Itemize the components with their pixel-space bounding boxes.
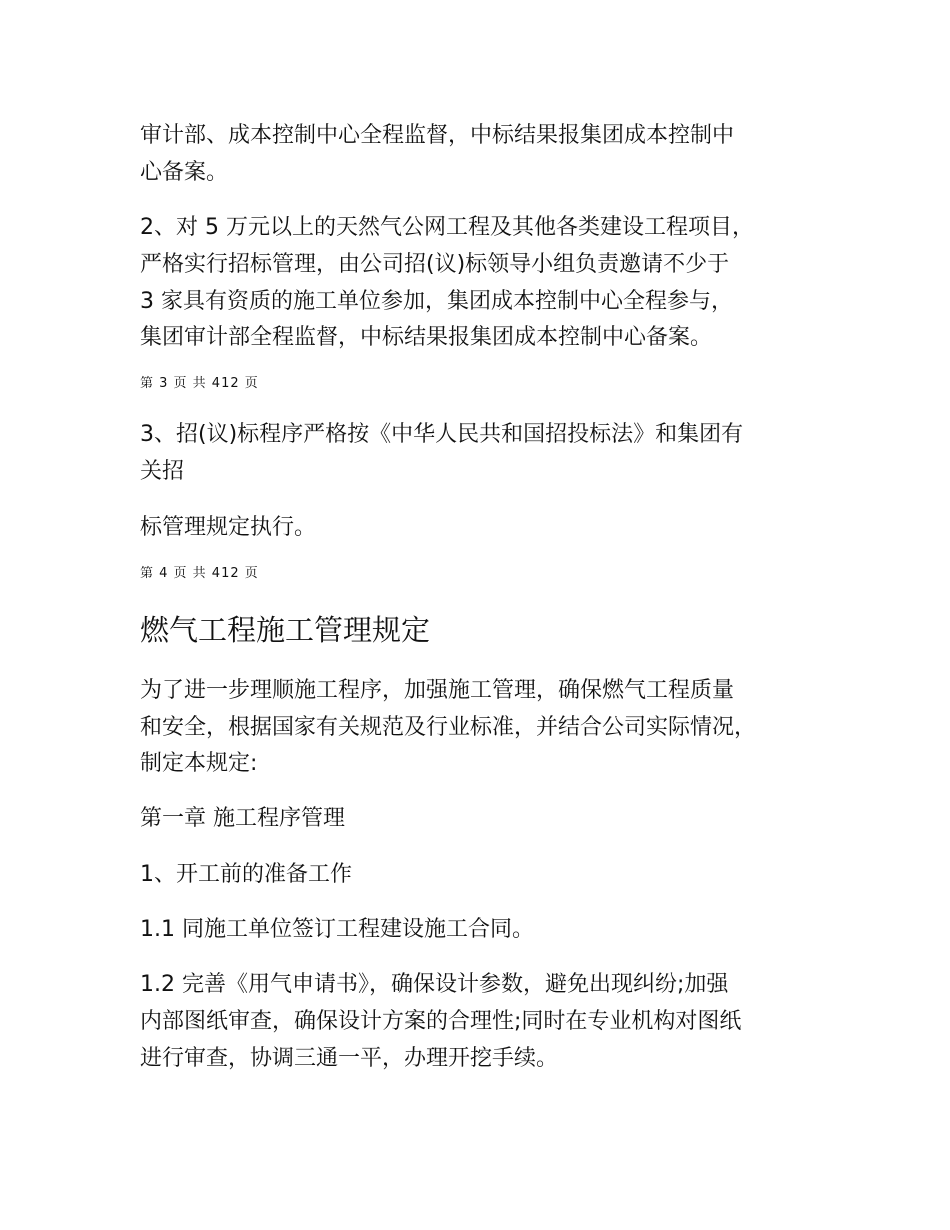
paragraph-1-line-1: 审计部、成本控制中心全程监督，中标结果报集团成本控制中	[140, 123, 735, 148]
page-footer-3: 第 3 页 共 412 页	[140, 376, 259, 391]
page-footer-4: 第 4 页 共 412 页	[140, 566, 259, 581]
paragraph-3-line-2: 关招	[140, 459, 185, 484]
item-1: 1、开工前的准备工作	[140, 862, 352, 887]
intro-line-3: 制定本规定:	[140, 751, 258, 776]
paragraph-3-line-1: 3、招(议)标程序严格按《中华人民共和国招投标法》和集团有	[140, 422, 744, 447]
paragraph-2-line-2: 严格实行招标管理，由公司招(议)标领导小组负责邀请不少于	[140, 252, 730, 277]
paragraph-4: 标管理规定执行。	[140, 515, 317, 540]
paragraph-2-line-3: 3 家具有资质的施工单位参加，集团成本控制中心全程参与，	[140, 289, 733, 314]
item-1-1: 1.1 同施工单位签订工程建设施工合同。	[140, 917, 534, 942]
intro-line-1: 为了进一步理顺施工程序，加强施工管理，确保燃气工程质量	[140, 678, 735, 703]
intro-line-2: 和安全，根据国家有关规范及行业标准，并结合公司实际情况，	[140, 715, 757, 740]
item-1-2-line-1: 1.2 完善《用气申请书》，确保设计参数，避免出现纠纷;加强	[140, 972, 729, 997]
item-1-2-line-2: 内部图纸审查，确保设计方案的合理性;同时在专业机构对图纸	[140, 1009, 742, 1034]
paragraph-1-line-2: 心备案。	[140, 160, 229, 185]
item-1-2-line-3: 进行审查，协调三通一平，办理开挖手续。	[140, 1046, 559, 1071]
paragraph-2-line-4: 集团审计部全程监督，中标结果报集团成本控制中心备案。	[140, 325, 713, 350]
chapter-1-heading: 第一章 施工程序管理	[140, 806, 345, 831]
section-title: 燃气工程施工管理规定	[140, 613, 431, 647]
paragraph-2-line-1: 2、对 5 万元以上的天然气公网工程及其他各类建设工程项目，	[140, 215, 754, 240]
